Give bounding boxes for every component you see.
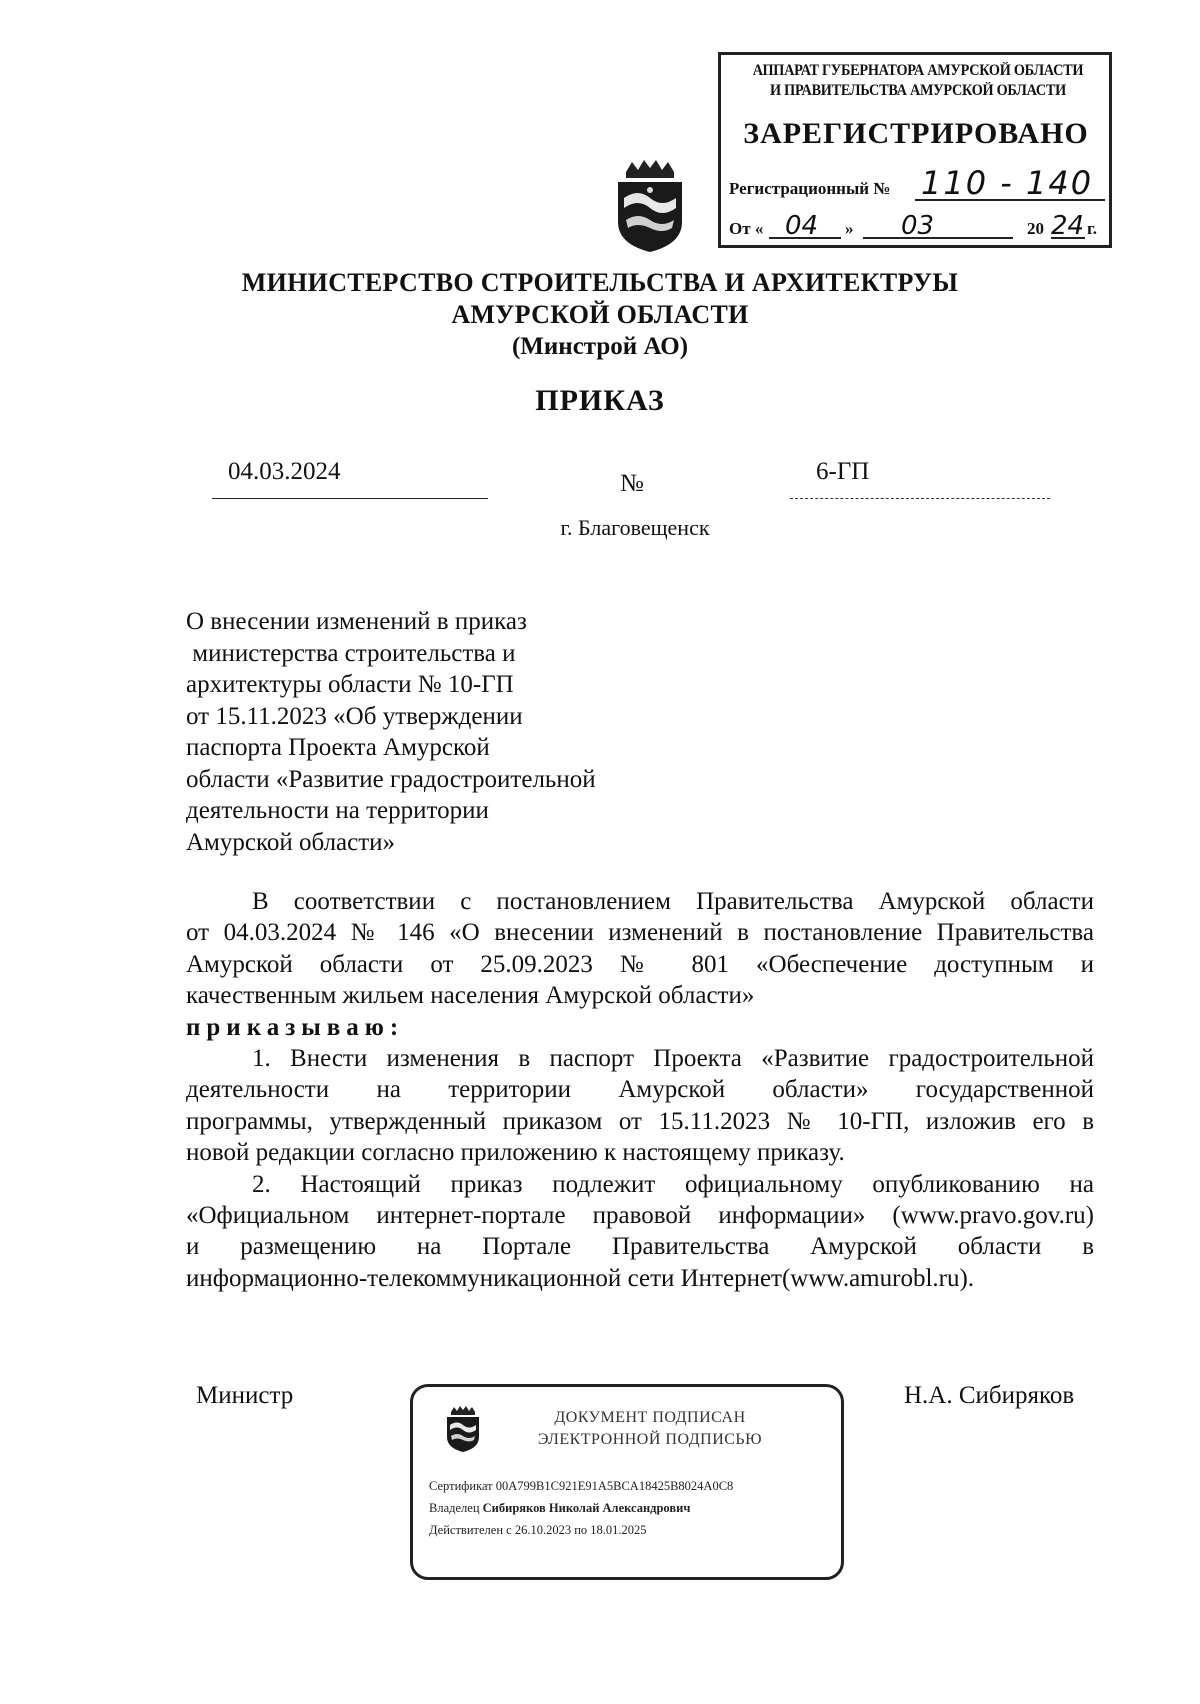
city: г. Благовещенск [560, 515, 710, 540]
esig-valid-to-label: по [574, 1523, 588, 1537]
body-line: 2. Настоящий приказ подлежит официальному опубликованию на [252, 1170, 1094, 1198]
stamp-reg-label: Регистрационный № [729, 179, 891, 198]
esig-owner-label: Владелец [429, 1501, 480, 1515]
order-number: 6-ГП [816, 458, 870, 485]
body-line: В соответствии с постановлением Правительства Амурской области [252, 888, 1094, 915]
esig-certificate [429, 1479, 733, 1494]
body-line: качественным жильем населения Амурской области» [186, 982, 755, 1010]
number-underline [790, 498, 1050, 499]
coat-of-arms-icon [612, 158, 688, 254]
signer-position: Министр [196, 1382, 294, 1409]
signer-name: Н.А. Сибиряков [904, 1382, 1075, 1409]
stamp-reg-row [729, 164, 1105, 203]
subject-line: Амурской области» [186, 828, 396, 856]
stamp-reg-number: 110 - 140 [915, 167, 1105, 201]
esig-cert-value: 00A799B1C921E91A5BCA18425B8024A0C8 [495, 1479, 734, 1493]
ministry-short-name: (Минстрой АО) [511, 333, 689, 360]
order-date: 04.03.2024 [228, 458, 341, 485]
body-line: «Официальном интернет-портале правовой информации» (www.pravo.gov.ru) [186, 1202, 1094, 1230]
stamp-month-underline [863, 237, 1013, 239]
esig-valid-label: Действителен с [429, 1523, 512, 1537]
body-line: от 04.03.2024 № 146 «О внесении изменений в постановление Правительства [186, 919, 1094, 947]
subject-line: министерства строительства и [186, 639, 516, 667]
stamp-title: ЗАРЕГИСТРИРОВАНО [743, 117, 1089, 150]
stamp-date-day: 04 [785, 211, 819, 241]
stamp-year-prefix: 20 [1027, 219, 1044, 238]
esig-header-line2: ЭЛЕКТРОННОЙ ПОДПИСЬЮ [537, 1431, 763, 1448]
stamp-date-prefix: От « [729, 219, 764, 238]
coat-of-arms-icon [443, 1405, 483, 1453]
esig-valid-from: 26.10.2023 [514, 1523, 572, 1537]
ministry-title-line1: МИНИСТЕРСТВО СТРОИТЕЛЬСТВА И АРХИТЕКТРУЫ [241, 268, 959, 297]
registration-stamp [718, 52, 1112, 248]
esig-valid-to: 18.01.2025 [590, 1523, 647, 1537]
body-line: информационно-телекоммуникационной сети Интернет(www.amurobl.ru). [186, 1264, 975, 1292]
body-line: и размещению на Портале Правительства Амурской области в [186, 1233, 1094, 1261]
body-line: новой редакции согласно приложению к настоящему приказу. [186, 1139, 845, 1167]
order-subject [186, 606, 646, 858]
body-line: 1. Внести изменения в паспорт Проекта «Развитие градостроительной [252, 1045, 1094, 1073]
order-body [186, 886, 1094, 1294]
stamp-date-close: » [845, 219, 854, 238]
subject-line: области «Развитие градостроительной [186, 765, 596, 793]
stamp-org-line2: И ПРАВИТЕЛЬСТВА АМУРСКОЙ ОБЛАСТИ [770, 82, 1066, 99]
date-underline [212, 498, 488, 499]
document-title: ПРИКАЗ [535, 384, 665, 417]
stamp-date-month: 03 [901, 211, 935, 241]
stamp-date-row [729, 213, 1105, 243]
subject-line: архитектуры области № 10-ГП [186, 671, 514, 698]
stamp-year-end: г. [1087, 219, 1098, 238]
electronic-signature-stamp [410, 1384, 844, 1580]
body-line: деятельности на территории Амурской области» государственной [186, 1076, 1094, 1104]
ministry-title-line2: АМУРСКОЙ ОБЛАСТИ [451, 300, 749, 329]
subject-line: О внесении изменений в приказ [186, 608, 527, 635]
number-sign: № [620, 470, 644, 497]
esig-cert-label: Сертификат [429, 1479, 493, 1493]
esig-header-line1: ДОКУМЕНТ ПОДПИСАН [554, 1409, 746, 1426]
esig-owner-value: Сибиряков Николай Александрович [482, 1501, 691, 1515]
stamp-year-suffix: 24 [1051, 211, 1085, 241]
order-command: приказываю: [186, 1013, 405, 1041]
esig-validity [429, 1523, 647, 1538]
body-line: программы, утвержденный приказом от 15.11.2023 № 10-ГП, изложив его в [186, 1107, 1094, 1135]
subject-line: паспорта Проекта Амурской [186, 734, 490, 761]
body-line: Амурской области от 25.09.2023 № 801 «Обеспечение доступным и [186, 950, 1094, 978]
subject-line: от 15.11.2023 «Об утверждении [186, 702, 523, 730]
esig-owner [429, 1501, 690, 1516]
stamp-org-line1: АППАРАТ ГУБЕРНАТОРА АМУРСКОЙ ОБЛАСТИ [752, 62, 1084, 79]
subject-line: деятельности на территории [186, 797, 489, 824]
